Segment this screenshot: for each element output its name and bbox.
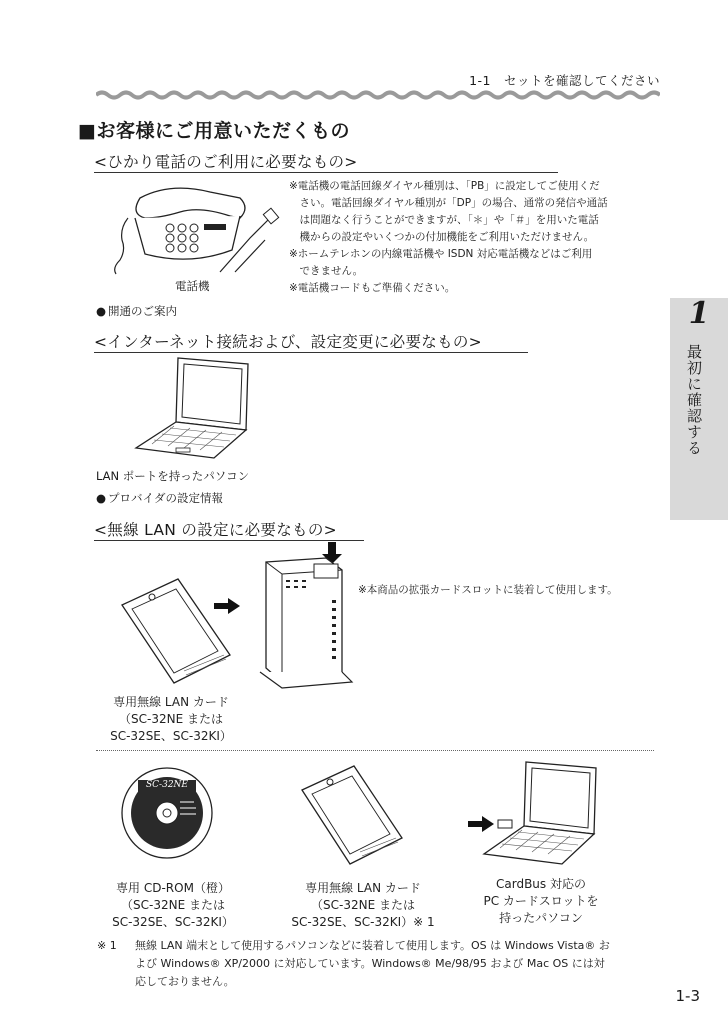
cdrom-label: SC-32NE <box>146 780 188 790</box>
phone-note-line: さい。電話回線ダイヤル種別が「DP」の場合、通常の発信や通話 <box>289 197 608 209</box>
chapter-label: 最初に確認する <box>685 344 703 456</box>
caption-line: （SC-32NE または <box>311 898 415 912</box>
internet-bullet: ● プロバイダの設定情報 <box>96 490 223 506</box>
chapter-number: 1 <box>688 296 710 331</box>
caption-line: SC-32SE、SC-32KI）※ 1 <box>291 915 435 929</box>
caption-line: SC-32SE、SC-32KI） <box>112 915 234 929</box>
cardbus-pc-caption <box>466 876 616 927</box>
phone-heading-underline <box>94 172 558 173</box>
telephone-illustration <box>100 178 290 278</box>
caption-line: SC-32SE、SC-32KI） <box>110 729 232 743</box>
wireless-card-illustration-2 <box>298 762 408 868</box>
router-illustration <box>256 540 356 692</box>
laptop-illustration <box>130 356 260 461</box>
footnote-line: 無線 LAN 端末として使用するパソコンなどに装着して使用します。OS は Windows Vista® お <box>135 939 610 952</box>
phone-note-line: 機からの設定やいくつかの付加機能をご利用いただけません。 <box>289 231 595 243</box>
footnote-text <box>135 937 655 991</box>
internet-section-heading: <インターネット接続および、設定変更に必要なもの> <box>94 333 482 351</box>
wireless-card-caption <box>96 694 246 745</box>
caption-line: （SC-32NE または <box>121 898 225 912</box>
wireless-section-heading: <無線 LAN の設定に必要なもの> <box>94 521 337 539</box>
caption-line: 専用 CD-ROM（橙） <box>116 881 230 895</box>
caption-line: PC カードスロットを <box>483 894 599 908</box>
caption-line: CardBus 対応の <box>496 877 586 891</box>
phone-note-line: は問題なく行うことができますが、「＊」や「＃」を用いた電話 <box>289 214 599 226</box>
phone-section-heading: <ひかり電話のご利用に必要なもの> <box>94 153 358 171</box>
phone-note-line: ※電話機の電話回線ダイヤル種別は、「PB」に設定してご使用くだ <box>289 180 600 192</box>
footnote-line: よび Windows® XP/2000 に対応しています。Windows® Me/98/95 および Mac OS には対 <box>135 957 605 970</box>
pc-caption: LAN ポートを持ったパソコン <box>96 469 250 483</box>
page-number: 1-3 <box>675 987 700 1005</box>
slot-note: ※本商品の拡張カードスロットに装着して使用します。 <box>358 584 618 596</box>
caption-line: （SC-32NE または <box>119 712 223 726</box>
caption-line: 専用無線 LAN カード <box>305 881 421 895</box>
phone-note-line: ※電話機コードもご準備ください。 <box>289 282 456 294</box>
internet-heading-underline <box>94 352 528 353</box>
arrow-right-icon <box>214 598 240 614</box>
section-title: ■お客様にご用意いただくもの <box>78 120 350 142</box>
page-header-title: 1-1 セットを確認してください <box>469 73 660 88</box>
caption-line: 専用無線 LAN カード <box>113 695 229 709</box>
wireless-card-caption-2 <box>268 880 458 931</box>
cdrom-caption <box>88 880 258 931</box>
footnote-line: 応しておりません。 <box>135 975 235 988</box>
caption-line: 持ったパソコン <box>499 911 583 925</box>
footnote-mark: ※ 1 <box>97 939 117 952</box>
dotted-divider <box>96 750 654 751</box>
header-wave-divider <box>96 89 660 101</box>
phone-note-line: できません。 <box>289 265 364 277</box>
phone-notes <box>289 178 664 297</box>
phone-note-line: ※ホームテレホンの内線電話機や ISDN 対応電話機などはご利用 <box>289 248 593 260</box>
phone-caption: 電話機 <box>175 279 210 293</box>
wireless-card-illustration <box>118 575 238 687</box>
laptop-cardbus-illustration <box>478 760 608 870</box>
phone-bullet: ● 開通のご案内 <box>96 303 177 319</box>
